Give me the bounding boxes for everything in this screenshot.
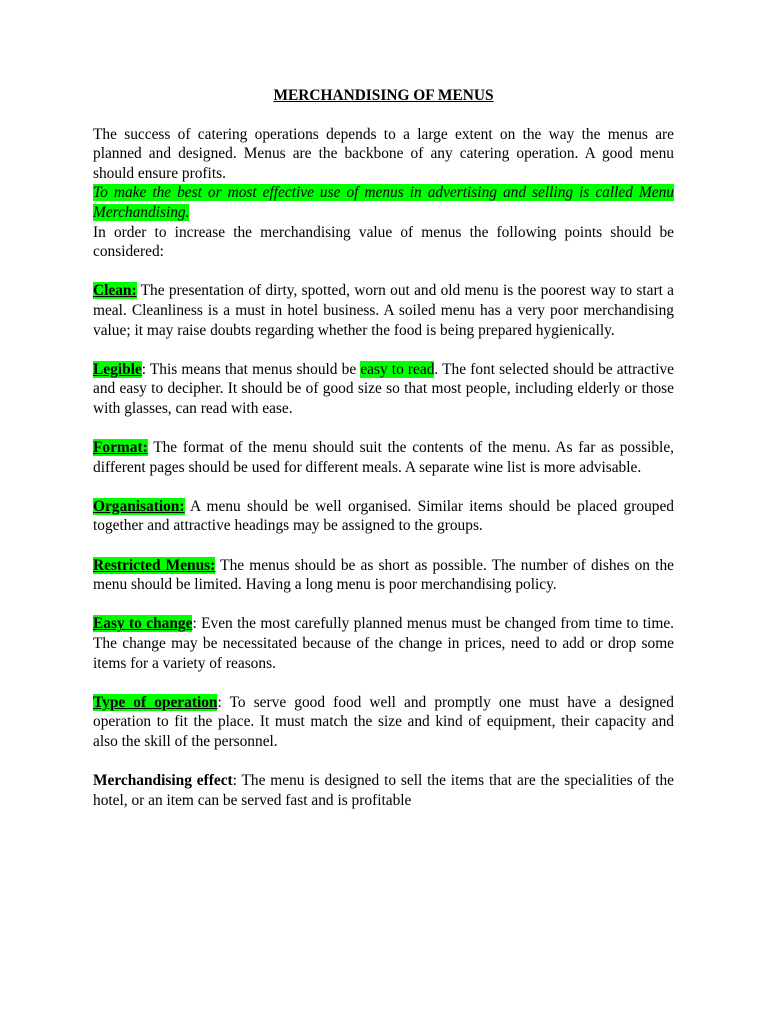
point-format	[93, 438, 674, 477]
intro-paragraph	[93, 125, 674, 262]
point-legible-text-a: : This means that menus should be	[141, 360, 361, 378]
point-restricted-term: Restricted Menus:	[93, 556, 216, 574]
point-restricted	[93, 556, 674, 595]
page-title: MERCHANDISING OF MENUS	[273, 87, 494, 104]
point-easy-change-text: : Even the most carefully planned menus must be changed from time to time. The change may be necessitated because of the change in prices, need to add or drop some items for a variety of reasons.	[93, 615, 674, 672]
point-type-operation-term: Type of operation	[93, 693, 218, 711]
point-clean-term: Clean:	[93, 282, 137, 300]
intro-followup: In order to increase the merchandising value of menus the following points should be considered:	[93, 223, 674, 261]
point-legible	[93, 360, 674, 419]
document-page	[93, 86, 674, 810]
point-merch-effect-text: : The menu is designed to sell the items that are the specialities of the hotel, or an item can be served fast and is profitable	[93, 772, 674, 809]
point-type-operation-text: : To serve good food well and promptly one must have a designed operation to fit the place. It must match the size and kind of equipment, their capacity and also the skill of the personnel.	[93, 693, 674, 750]
point-format-term: Format:	[93, 439, 148, 457]
point-legible-term: Legible	[93, 360, 142, 378]
point-format-text: The format of the menu should suit the contents of the menu. As far as possible, different pages should be used for different meals. A separate wine list is more advisable.	[93, 439, 674, 476]
point-organisation-text: A menu should be well organised. Similar items should be placed grouped together and attractive headings may be assigned to the groups.	[93, 497, 674, 535]
point-easy-change-term: Easy to change	[93, 615, 193, 633]
point-easy-change	[93, 614, 674, 673]
point-legible-highlight: easy to read	[360, 360, 435, 378]
point-legible-text-b: . The font selected should be attractive and easy to decipher. It should be of good size so that most people, including elderly or those with glasses, can read with ease.	[93, 360, 674, 417]
point-merch-effect-term: Merchandising effect	[93, 772, 233, 790]
point-clean-text: The presentation of dirty, spotted, worn out and old menu is the poorest way to start a meal. Cleanliness is a must in hotel business. A soiled menu has a very poor merchandising value; it may raise doubts regarding whether the food is being prepared hygienically.	[93, 282, 674, 339]
point-type-operation	[93, 693, 674, 752]
point-restricted-text: The menus should be as short as possible. The number of dishes on the menu should be limited. Having a long menu is poor merchandising policy.	[93, 556, 674, 594]
intro-text: The success of catering operations depends to a large extent on the way the menus are planned and designed. Menus are the backbone of any catering operation. A good menu should ensure profits.	[93, 125, 674, 182]
point-merch-effect	[93, 771, 674, 810]
point-organisation-term: Organisation:	[93, 497, 185, 515]
definition-highlight: To make the best or most effective use of menus in advertising and selling is called Menu Merchandising.	[93, 184, 674, 221]
point-clean	[93, 281, 674, 340]
point-organisation	[93, 497, 674, 536]
